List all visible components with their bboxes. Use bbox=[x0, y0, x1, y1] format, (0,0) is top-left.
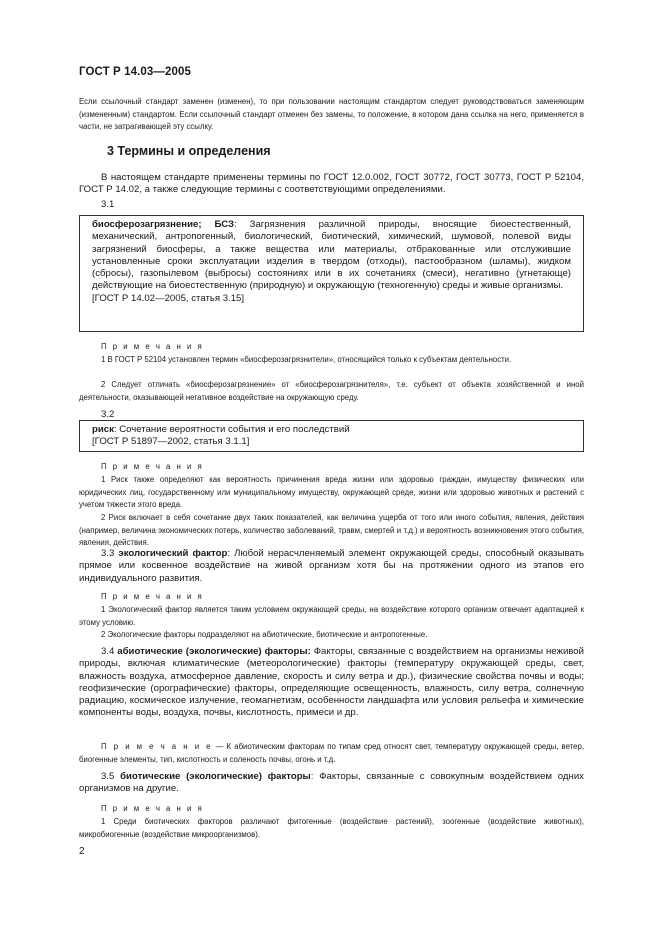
term-name: биосферозагрязнение; БСЗ bbox=[92, 219, 235, 230]
note-3-3-1: 1 Экологический фактор является таким условием окружающей среды, на воздействие которого организм отвечает адаптацией к этому условию. bbox=[79, 605, 584, 627]
term-3-3 bbox=[79, 548, 584, 585]
term-3-5 bbox=[79, 771, 584, 796]
term-number-3-2: 3.2 bbox=[101, 409, 115, 420]
note-text: — К абиотическим факторам по типам сред относят свет, температуру окружающей среды, ветер, биогенные элементы, тип, кислотность и соленость почвы, огонь и т.д. bbox=[79, 742, 584, 764]
term-definition-3-2 bbox=[92, 424, 571, 436]
note-label: П р и м е ч а н и е bbox=[101, 742, 213, 751]
term-number: 3.4 bbox=[101, 646, 115, 657]
intro-paragraph: Если ссылочный стандарт заменен (изменен), то при пользовании настоящим стандартом следует руководствоваться заменяющим (измененным) стандартом. Если ссылочный стандарт отменен без замены, то положение, в котором дана ссылка на него, применяется в части, не затрагивающей эту ссылку. bbox=[79, 97, 584, 132]
notes-label: П р и м е ч а н и я bbox=[101, 592, 204, 601]
term-text: : Сочетание вероятности события и его последствий bbox=[113, 424, 350, 435]
term-text: Факторы, связанные с воздействием на организмы неживой природы, включая климатические (метеорологические) факторы (температуру окружающей среды, свет, влажность воздуха, атмосферное давление, скорость и силу ветра и др.), физические свойства почвы и воды; геофизические (орографические) факторы, определяющие освещенность, влажность, силу ветра, солнечную радиацию, космическое излучение, геомагнетизм, особенности ландшафта или условия рельефа и химические компоненты воды, воздуха, почвы, кислотность, примеси и др. bbox=[79, 646, 584, 719]
page-number: 2 bbox=[79, 846, 85, 857]
term-box-3-1 bbox=[79, 215, 584, 332]
notes-label: П р и м е ч а н и я bbox=[101, 804, 204, 813]
section-intro: В настоящем стандарте применены термины по ГОСТ 12.0.002, ГОСТ 30772, ГОСТ 30773, ГОСТ Р 52104, ГОСТ Р 14.02, а также следующие термины с соответствующими определениями. bbox=[79, 172, 584, 196]
term-box-3-2 bbox=[79, 420, 584, 452]
term-text: : Факторы, связанные с совокупным воздействием одних организмов на другие. bbox=[79, 771, 584, 795]
note-3-4 bbox=[79, 741, 584, 766]
term-number: 3.5 bbox=[101, 771, 115, 782]
term-definition-3-1 bbox=[92, 219, 571, 293]
term-3-4 bbox=[79, 646, 584, 720]
notes-label: П р и м е ч а н и я bbox=[101, 342, 204, 351]
note-3-2-2: 2 Риск включает в себя сочетание двух таких показателей, как величина ущерба от того или иного события, явления, действия (например, величина экономических потерь, количество заболеваний, травм, смертей и т.д.) и вероятность возникновения этого события, явления, действия. bbox=[79, 513, 584, 548]
note-3-1-1: 1 В ГОСТ Р 52104 установлен термин «биосферозагрязнители», относящийся только к субъектам деятельности. bbox=[101, 355, 512, 364]
note-3-1-2: 2 Следует отличать «биосферозагрязнение» от «биосферозагрязнителя», т.е. субъект от объекта хозяйственной и иной деятельности, оказывающей негативное воздействие на окружающую среду. bbox=[79, 380, 584, 402]
document-header: ГОСТ Р 14.03—2005 bbox=[79, 66, 191, 78]
term-number: 3.3 bbox=[101, 548, 115, 559]
note-3-3-2: 2 Экологические факторы подразделяют на абиотические, биотические и антропогенные. bbox=[101, 630, 428, 639]
term-number-3-1: 3.1 bbox=[101, 199, 115, 210]
note-3-5-1: 1 Среди биотических факторов различают фитогенные (воздействие растений), зоогенные (воздействие животных), микробиогенные (воздействие микроорганизмов). bbox=[79, 817, 584, 839]
note-3-2-1: 1 Риск также определяют как вероятность причинения вреда жизни или здоровью граждан, имуществу физических или юридических лиц, государственному или муниципальному имуществу, окружающей среде, жизни или здоровью животных и растений с учетом тяжести этого вреда. bbox=[79, 475, 584, 510]
term-source-3-2: [ГОСТ Р 51897—2002, статья 3.1.1] bbox=[92, 436, 250, 448]
term-text: : Загрязнения различной природы, вносящие биоестественный, механический, антропогенный, биологический, биотический, химический, шумовой, полевой виды загрязнений биосферы, а также вещества или материалы, отбракованные или отслужившие установленные сроки эксплуатации изделия в твердом (отходы), пастообразном (шламы), жидком (сбросы), газопылевом (выбросы) состояниях или в их сочетаниях (смеси), негативно (угнетающе) действующие на биоестественную (природную) и окружающую (техногенную) среды и живые организмы. bbox=[92, 219, 572, 292]
term-text: : Любой нерасчленяемый элемент окружающей среды, способный оказывать прямое или косвенное воздействие на живой организм хотя бы на протяжении одного из этапов его индивидуального развития. bbox=[79, 548, 584, 584]
term-source-3-1: [ГОСТ Р 14.02—2005, статья 3.15] bbox=[92, 292, 245, 304]
term-name: экологический фактор bbox=[118, 548, 228, 559]
term-name: абиотические (экологические) факторы: bbox=[117, 646, 311, 657]
section-title: 3 Термины и определения bbox=[107, 144, 271, 158]
term-name: биотические (экологические) факторы bbox=[120, 771, 311, 782]
term-name: риск bbox=[92, 424, 114, 435]
notes-label: П р и м е ч а н и я bbox=[101, 462, 204, 471]
